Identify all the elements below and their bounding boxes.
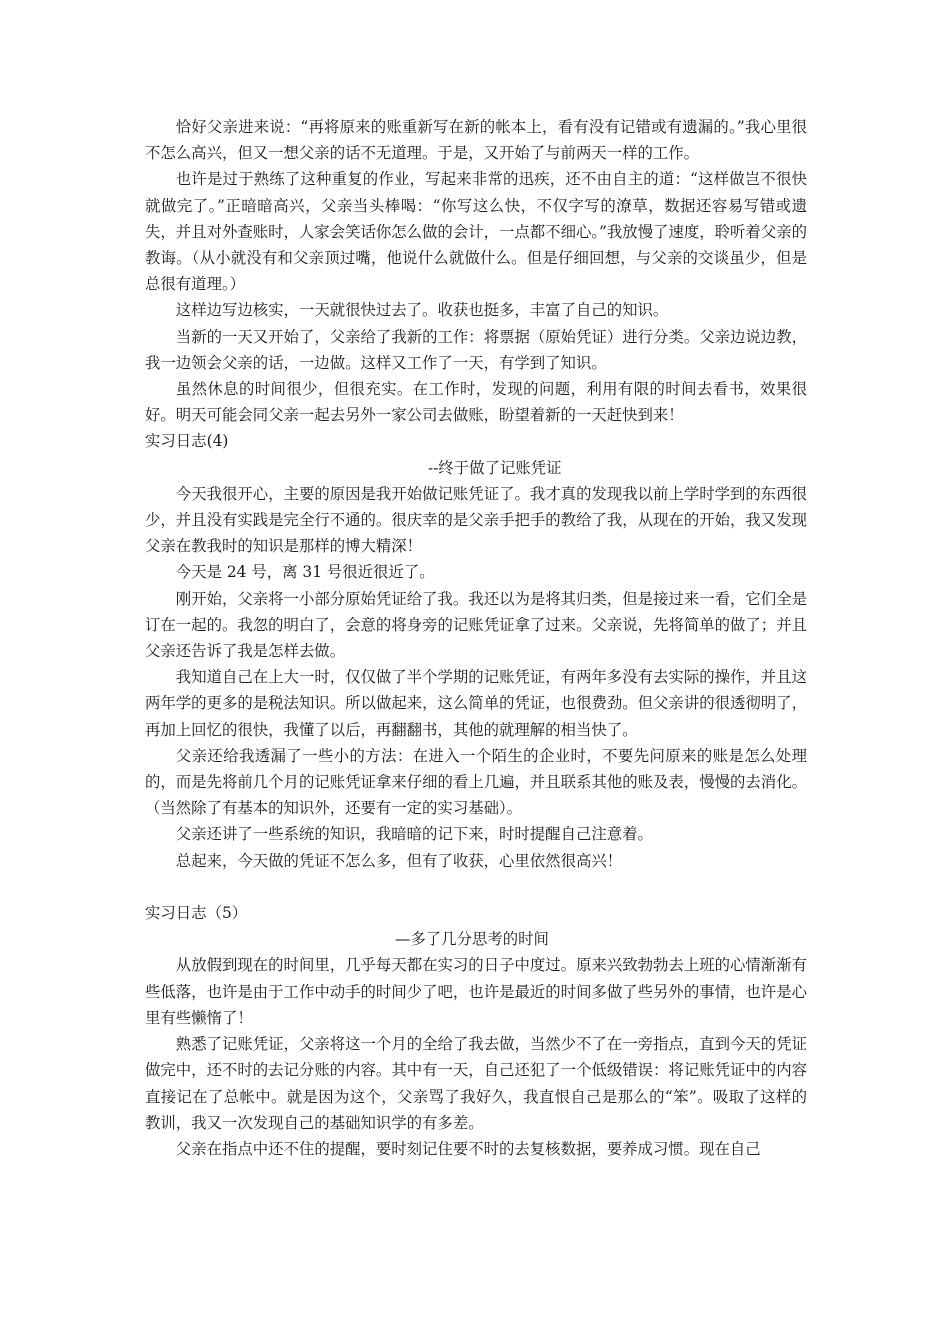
paragraph: 从放假到现在的时间里，几乎每天都在实习的日子中度过。原来兴致勃勃去上班的心情渐渐有些低落，也许是由于工作中动手的时间少了吧，也许是最近的时间多做了些另外的事情，也许是心里有些懒惰了！ xyxy=(145,956,807,1027)
paragraph: 这样边写边核实，一天就很快过去了。收获也挺多，丰富了自己的知识。 xyxy=(175,301,669,320)
paragraph: 今天我很开心，主要的原因是我开始做记账凭证了。我才真的发现我以前上学时学到的东西很少，并且没有实践是完全行不通的。很庆幸的是父亲手把手的教给了我，从现在的开始，我又发现父亲在教我时的知识是那样的博大精深！ xyxy=(145,484,807,556)
paragraph: 父亲还给我透漏了一些小的方法：在进入一个陌生的企业时，不要先问原来的账是怎么处理的，而是先将前几个月的记账凭证拿来仔细的看上几遍，并且联系其他的账及表，慢慢的去消化。（当然除了有基本的知识外，还要有一定的实习基础）。 xyxy=(145,746,807,818)
paragraph: 当新的一天又开始了，父亲给了我新的工作：将票据（原始凭证）进行分类。父亲边说边教，我一边领会父亲的话，一边做。这样又工作了一天，有学到了知识。 xyxy=(145,327,807,372)
paragraph: 熟悉了记账凭证，父亲将这一个月的全给了我去做，当然少不了在一旁指点，直到今天的凭证做完中，还不时的去记分账的内容。其中有一天，自己还犯了一个低级错误：将记账凭证中的内容直接记在了总帐中。就是因为这个，父亲骂了我好久，我直恨自己是那么的“笨”。吸取了这样的教训，我又一次发现自己的基础知识学的有多差。 xyxy=(145,1035,807,1132)
paragraph: 今天是 24 号，离 31 号很近很近了。 xyxy=(175,563,435,582)
paragraph: 父亲在指点中还不住的提醒，要时刻记住要不时的去复核数据，要养成习惯。现在自己 xyxy=(175,1139,761,1158)
log4-heading: 实习日志(4) xyxy=(145,432,229,451)
paragraph: 也许是过于熟练了这种重复的作业，写起来非常的迅疾，还不由自主的道：“这样做岂不很快就做完了。”正暗暗高兴，父亲当头棒喝：“你写这么快，不仅字写的潦草，数据还容易写错或遗失，并且对外查账时，人家会笑话你怎么做的会计，一点都不细心。”我放慢了速度，聆听着父亲的教诲。（从小就没有和父亲顶过嘴，他说什么就做什么。但是仔细回想，与父亲的交谈虽少，但是总很有道理。） xyxy=(145,170,807,294)
blank-line xyxy=(145,874,807,900)
paragraph: 我知道自己在上大一时，仅仅做了半个学期的记账凭证，有两年多没有去实际的操作，并且这两年学的更多的是税法知识。所以做起来，这么简单的凭证，也很费劲。但父亲讲的很透彻明了，再加上回忆的很快，我懂了以后，再翻翻书，其他的就理解的相当快了。 xyxy=(145,668,807,739)
log5-heading: 实习日志（5） xyxy=(145,904,248,923)
paragraph: 恰好父亲进来说：“再将原来的账重新写在新的帐本上，看有没有记错或有遗漏的。”我心里很不怎么高兴，但又一想父亲的话不无道理。于是，又开始了与前两天一样的工作。 xyxy=(145,118,807,163)
paragraph: 刚开始，父亲将一小部分原始凭证给了我。我还以为是将其归类，但是接过来一看，它们全是订在一起的。我忽的明白了，会意的将身旁的记账凭证拿了过来。父亲说，先将简单的做了；并且父亲还告诉了我是怎样去做。 xyxy=(145,589,807,661)
paragraph: 虽然休息的时间很少，但很充实。在工作时，发现的问题，利用有限的时间去看书，效果很好。明天可能会同父亲一起去另外一家公司去做账，盼望着新的一天赶快到来！ xyxy=(145,380,807,425)
paragraph: 总起来，今天做的凭证不怎么多，但有了收获，心里依然很高兴！ xyxy=(175,851,623,870)
paragraph: 父亲还讲了一些系统的知识，我暗暗的记下来，时时提醒自己注意着。 xyxy=(175,825,653,844)
document-page xyxy=(145,114,807,1162)
log5-subtitle: —多了几分思考的时间 xyxy=(395,930,549,949)
log4-subtitle: --终于做了记账凭证 xyxy=(428,458,562,477)
